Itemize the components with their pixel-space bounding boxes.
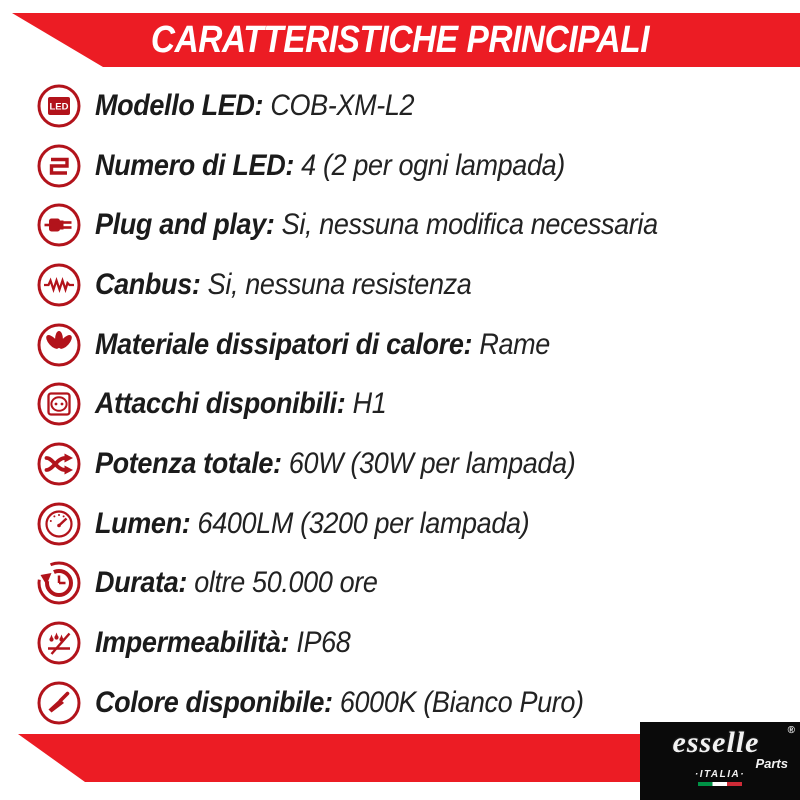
logo-parts: Parts <box>755 756 788 771</box>
spec-row-attacchi <box>36 374 800 434</box>
spec-list <box>36 76 800 733</box>
spec-label: Canbus: <box>95 267 201 301</box>
duration-clock-icon <box>36 560 82 606</box>
led-icon-label: LED <box>49 101 69 113</box>
spec-label: Potenza totale: <box>95 446 282 480</box>
plug-icon <box>36 202 82 248</box>
spec-value: Rame <box>479 327 550 361</box>
spec-row-modello <box>36 76 800 136</box>
spec-row-potenza <box>36 434 800 494</box>
color-brush-icon <box>36 680 82 726</box>
logo-brand: esselle <box>672 726 760 759</box>
spec-value: Si, nessuna modifica necessaria <box>281 208 658 242</box>
spec-label: Colore disponibile: <box>95 685 333 719</box>
registered-mark: ® <box>787 725 795 736</box>
spec-label: Plug and play: <box>95 208 275 242</box>
spec-value: oltre 50.000 ore <box>194 566 378 600</box>
spec-label: Lumen: <box>95 506 191 540</box>
spec-value: COB-XM-L2 <box>270 88 415 122</box>
spec-row-dissipatori <box>36 315 800 375</box>
spec-value: 6000K (Bianco Puro) <box>339 685 584 719</box>
spec-row-durata <box>36 554 800 614</box>
spec-row-numero <box>36 136 800 196</box>
spec-label: Attacchi disponibili: <box>95 387 346 421</box>
spec-label: Numero di LED: <box>95 148 294 182</box>
spec-value: 60W (30W per lampada) <box>288 446 576 480</box>
led-icon <box>36 83 82 129</box>
spec-value: Si, nessuna resistenza <box>207 267 472 301</box>
spec-value: 4 (2 per ogni lampada) <box>301 148 565 182</box>
italian-flag-stripe <box>698 782 742 786</box>
heatsink-fan-icon <box>36 322 82 368</box>
spec-label: Durata: <box>95 566 187 600</box>
spec-row-impermeabilita <box>36 613 800 673</box>
spec-value: H1 <box>352 387 387 421</box>
esselle-logo <box>640 722 800 800</box>
waterproof-icon <box>36 620 82 666</box>
canbus-wave-icon <box>36 262 82 308</box>
page-title: CARATTERISTICHE PRINCIPALI <box>150 18 650 61</box>
spec-row-lumen <box>36 494 800 554</box>
spec-row-plug <box>36 195 800 255</box>
power-arrows-icon <box>36 441 82 487</box>
spec-label: Modello LED: <box>95 88 264 122</box>
spec-value: 6400LM (3200 per lampada) <box>197 506 530 540</box>
spec-label: Materiale dissipatori di calore: <box>95 327 473 361</box>
socket-icon <box>36 381 82 427</box>
logo-country: ·ITALIA· <box>694 769 746 780</box>
led-count-icon <box>36 143 82 189</box>
gauge-icon <box>36 501 82 547</box>
spec-label: Impermeabilità: <box>95 626 290 660</box>
spec-row-canbus <box>36 255 800 315</box>
spec-value: IP68 <box>296 626 351 660</box>
